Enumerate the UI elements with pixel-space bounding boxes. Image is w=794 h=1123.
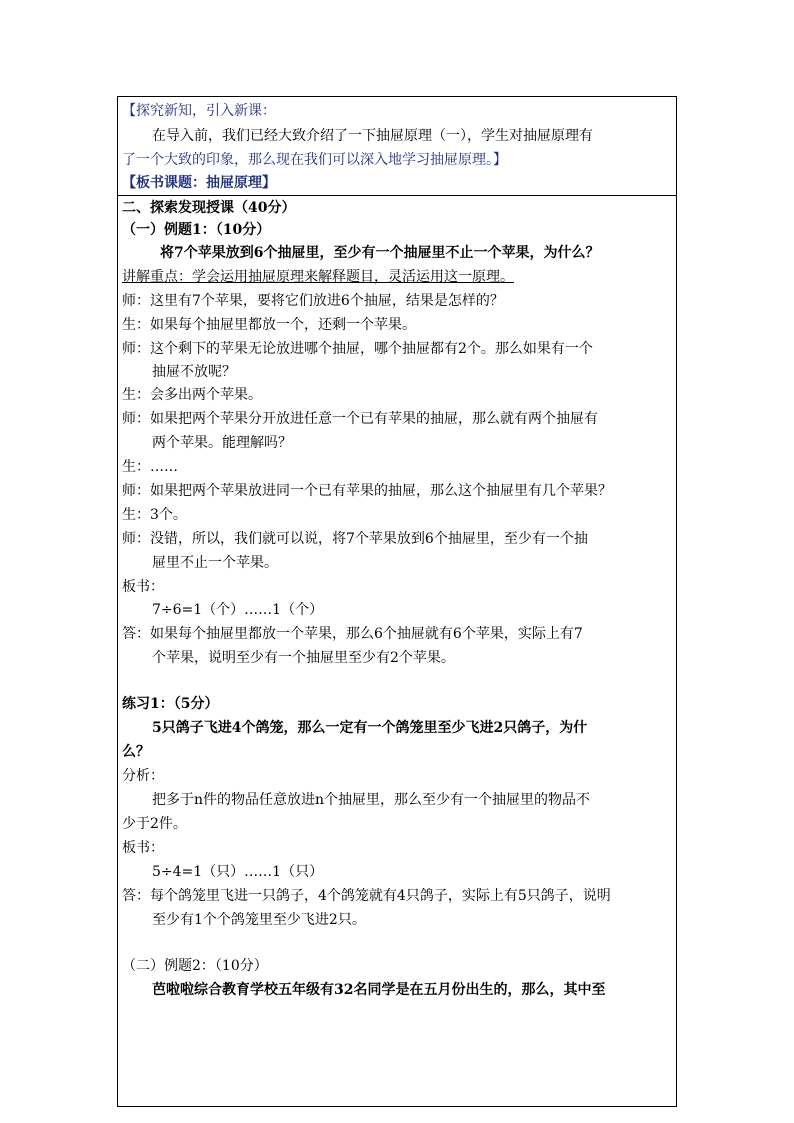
dialog-line: 抽屉不放呢？ — [152, 364, 236, 380]
dialog-line: 生：…… — [122, 459, 178, 475]
dialog-line: 生：3个。 — [122, 507, 187, 523]
intro-heading: 【探究新知，引入新课： — [122, 103, 276, 119]
practice1-heading: 练习1：（5分） — [122, 696, 219, 712]
board-formula: 5÷4=1（只）……1（只） — [152, 864, 324, 880]
dialog-line: 两个苹果。能理解吗？ — [152, 435, 292, 451]
board-formula: 7÷6=1（个）……1（个） — [152, 602, 324, 618]
example1-heading: （一）例题1：（10分） — [122, 222, 271, 238]
intro-cell — [118, 97, 676, 196]
example1-problem: 将7个苹果放到6个抽屉里，至少有一个抽屉里不止一个苹果，为什么？ — [160, 245, 600, 261]
analysis-line-1: 把多于n件的物品任意放进n个抽屉里，那么至少有一个抽屉里的物品不 — [152, 792, 591, 808]
intro-paragraph-line-2: 了一个大致的印象，那么现在我们可以深入地学习抽屉原理。】 — [122, 152, 507, 168]
dialog-line: 师：这里有7个苹果，要将它们放进6个抽屉，结果是怎样的？ — [122, 293, 504, 309]
answer-line-1: 答：每个鸽笼里飞进一只鸽子，4个鸽笼就有4只鸽子，实际上有5只鸽子，说明 — [122, 888, 611, 904]
dialog-line: 师：没错，所以，我们就可以说，将7个苹果放到6个抽屉里，至少有一个抽 — [122, 531, 588, 547]
dialog-line: 生：会多出两个苹果。 — [122, 387, 262, 403]
key-point: 讲解重点：学会运用抽屉原理来解释题目，灵活运用这一原理。 — [122, 269, 514, 285]
dialog-line: 屉里不止一个苹果。 — [152, 555, 278, 571]
board-label: 板书： — [122, 579, 164, 595]
teaching-cell — [118, 196, 676, 1106]
dialog-line: 生：如果每个抽屉里都放一个，还剩一个苹果。 — [122, 317, 416, 333]
board-title: 【板书课题：抽屉原理】 — [122, 175, 276, 191]
lesson-table — [117, 96, 677, 1107]
answer-line-2: 至少有1个个鸽笼里至少飞进2只。 — [152, 912, 366, 928]
dialog-line: 师：如果把两个苹果分开放进任意一个已有苹果的抽屉，那么就有两个抽屉有 — [122, 411, 598, 427]
answer-line: 个苹果，说明至少有一个抽屉里至少有2个苹果。 — [152, 650, 455, 666]
intro-paragraph-line-1: 在导入前，我们已经大致介绍了一下抽屉原理（一），学生对抽屉原理有 — [152, 128, 593, 144]
analysis-label: 分析： — [122, 768, 164, 784]
example2-heading: （二）例题2：（10分） — [122, 958, 268, 974]
answer-line: 答：如果每个抽屉里都放一个苹果，那么6个抽屉就有6个苹果，实际上有7 — [122, 626, 583, 642]
example2-problem: 芭啦啦综合教育学校五年级有32名同学是在五月份出生的，那么，其中至 — [152, 982, 606, 998]
board-label: 板书： — [122, 840, 164, 856]
practice1-problem-line-2: 么？ — [122, 744, 150, 760]
analysis-line-2: 少于2件。 — [122, 816, 187, 832]
dialog-line: 师：如果把两个苹果放进同一个已有苹果的抽屉，那么这个抽屉里有几个苹果？ — [122, 483, 612, 499]
section-heading: 二、探索发现授课（40分） — [122, 200, 296, 216]
practice1-problem-line-1: 5只鸽子飞进4个鸽笼，那么一定有一个鸽笼里至少飞进2只鸽子，为什 — [152, 720, 588, 736]
dialog-line: 师：这个剩下的苹果无论放进哪个抽屉，哪个抽屉都有2个。那么如果有一个 — [122, 341, 593, 357]
